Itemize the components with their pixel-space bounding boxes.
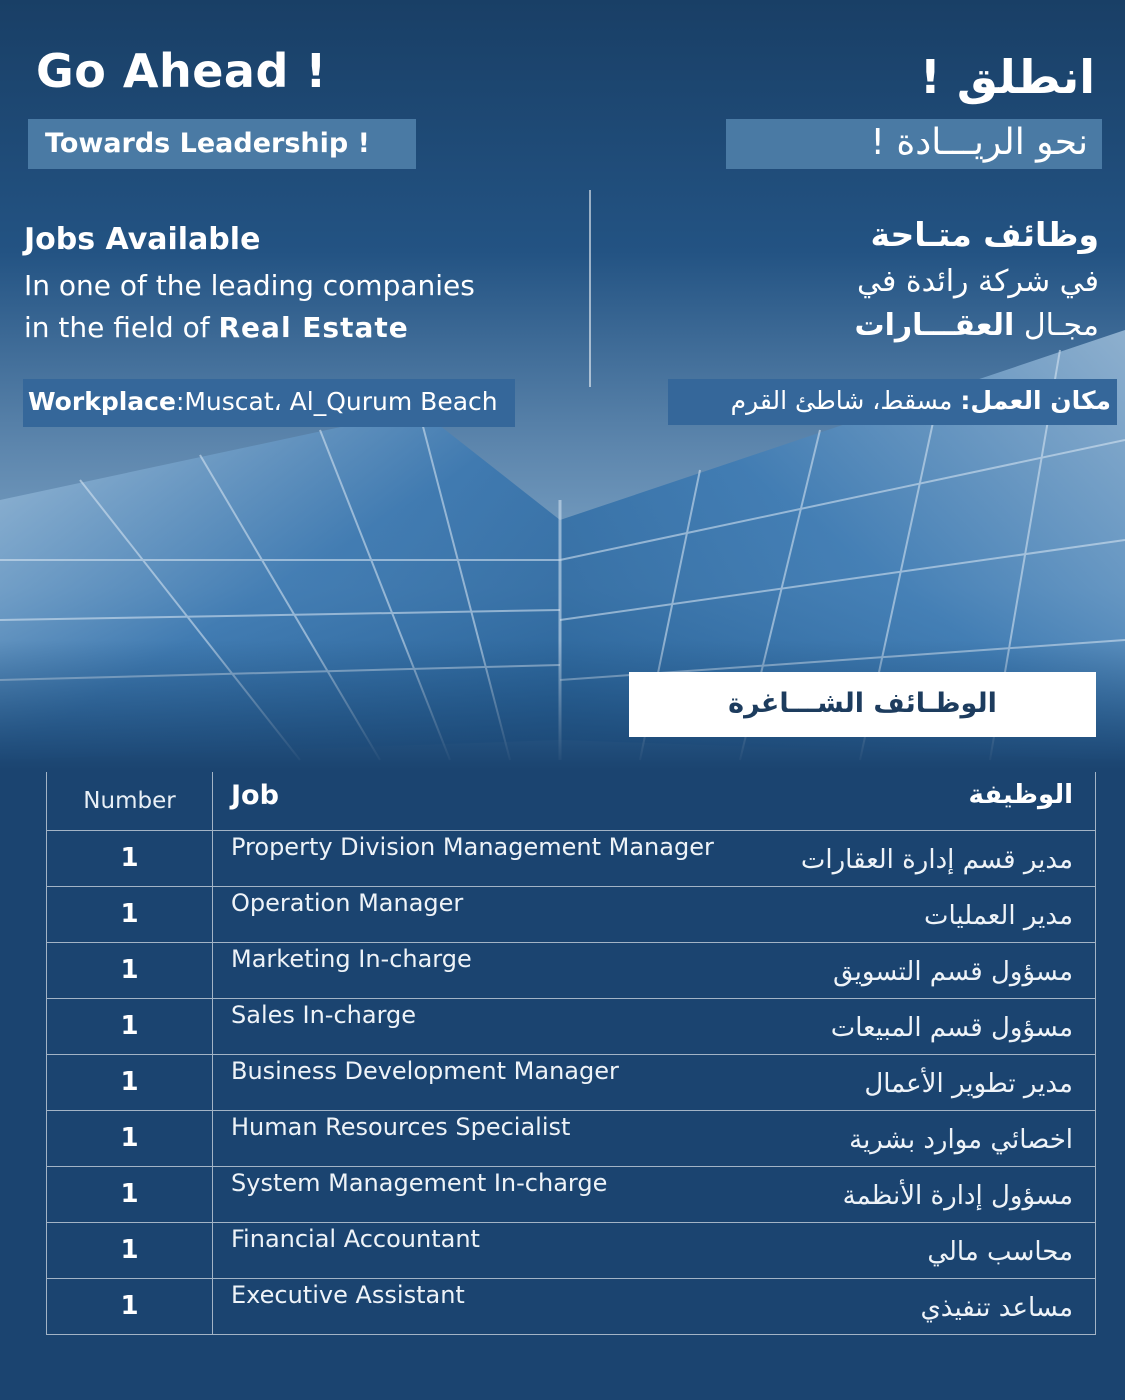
- number-cell: [47, 998, 213, 1054]
- table-row: [47, 998, 1096, 1054]
- job-title-ar: اخصائي موارد بشرية: [849, 1124, 1073, 1155]
- intro-ar-line2: [619, 304, 1099, 348]
- job-title-en: Property Division Management Manager: [231, 832, 714, 861]
- intro-en-line1: In one of the leading companies: [24, 269, 475, 302]
- number-cell: [47, 1054, 213, 1110]
- title-ar: انطلق !: [919, 50, 1095, 104]
- intro-en-line2: [24, 307, 564, 349]
- job-count: 1: [120, 899, 139, 929]
- intro-ar: [619, 215, 1099, 348]
- workplace-en: [23, 379, 515, 427]
- jobs-table: [46, 772, 1096, 1335]
- job-title-en: Financial Accountant: [231, 1224, 480, 1253]
- job-title-ar: مسؤول إدارة الأنظمة: [842, 1180, 1073, 1211]
- job-title-ar: مدير العمليات: [924, 900, 1073, 931]
- table-row: [47, 1054, 1096, 1110]
- number-cell: [47, 1166, 213, 1222]
- job-cell: [213, 942, 1096, 998]
- job-title-ar: مدير قسم إدارة العقارات: [800, 844, 1073, 875]
- job-title-en: Sales In-charge: [231, 1000, 417, 1029]
- table-row: [47, 1278, 1096, 1334]
- job-title-ar: مسؤول قسم التسويق: [833, 956, 1073, 987]
- job-cell: [213, 1222, 1096, 1278]
- job-cell: [213, 1110, 1096, 1166]
- number-cell: [47, 942, 213, 998]
- job-title-ar: مدير تطوير الأعمال: [864, 1068, 1073, 1099]
- job-title-en: Human Resources Specialist: [231, 1112, 571, 1141]
- job-count: 1: [120, 1067, 139, 1097]
- intro-ar-line2-bold: العقـــارات: [854, 308, 1015, 343]
- job-count: 1: [120, 1179, 139, 1209]
- number-cell: [47, 830, 213, 886]
- intro-ar-line2-prefix: مجـال: [1023, 308, 1099, 343]
- subtitle-en: Towards Leadership !: [28, 119, 416, 169]
- job-title-en: Business Development Manager: [231, 1056, 619, 1085]
- job-title-en: Operation Manager: [231, 888, 464, 917]
- job-count: 1: [120, 1291, 139, 1321]
- header-number: Number: [83, 787, 176, 814]
- table-row: [47, 830, 1096, 886]
- table-row: [47, 1166, 1096, 1222]
- job-count: 1: [120, 1011, 139, 1041]
- table-row: [47, 1110, 1096, 1166]
- header-job-cell: [213, 772, 1096, 830]
- job-count: 1: [120, 1235, 139, 1265]
- job-title-en: System Management In-charge: [231, 1168, 608, 1197]
- number-cell: [47, 1278, 213, 1334]
- intro-ar-line1: في شركة رائدة في: [857, 264, 1099, 299]
- number-cell: [47, 1110, 213, 1166]
- workplace-ar: [668, 379, 1117, 425]
- job-title-ar: مساعد تنفيذي: [920, 1292, 1073, 1323]
- number-cell: [47, 886, 213, 942]
- job-cell: [213, 998, 1096, 1054]
- job-title-en: Marketing In-charge: [231, 944, 472, 973]
- jobs-available-heading: Jobs Available: [24, 222, 261, 257]
- workplace-en-value: :Muscat، Al_Qurum Beach: [175, 387, 498, 416]
- job-count: 1: [120, 843, 139, 873]
- vacancies-heading: الوظـائف الشـــاغرة: [629, 672, 1096, 737]
- workplace-ar-value: مسقط، شاطئ القرم: [730, 386, 953, 415]
- job-count: 1: [120, 1123, 139, 1153]
- table-row: [47, 886, 1096, 942]
- workplace-ar-label: مكان العمل:: [960, 386, 1111, 415]
- title-en: Go Ahead !: [36, 44, 327, 98]
- header-job: Job: [231, 780, 279, 811]
- job-cell: [213, 886, 1096, 942]
- job-title-ar: مسؤول قسم المبيعات: [830, 1012, 1073, 1043]
- intro-en-line2-bold: Real Estate: [218, 311, 409, 344]
- job-cell: [213, 830, 1096, 886]
- number-cell: [47, 1222, 213, 1278]
- vertical-divider: [589, 190, 591, 387]
- table-row: [47, 1222, 1096, 1278]
- job-count: 1: [120, 955, 139, 985]
- job-cell: [213, 1054, 1096, 1110]
- job-cell: [213, 1166, 1096, 1222]
- job-title-ar: محاسب مالي: [927, 1236, 1073, 1267]
- job-title-en: Executive Assistant: [231, 1280, 465, 1309]
- table-row: [47, 942, 1096, 998]
- workplace-en-label: Workplace: [28, 387, 176, 416]
- subtitle-ar: نحو الريـــادة !: [726, 119, 1102, 169]
- intro-en-line2-prefix: in the field of: [24, 311, 210, 344]
- header-job-ar: الوظيفة: [968, 780, 1073, 810]
- job-cell: [213, 1278, 1096, 1334]
- jobs-available-heading-ar: وظائف متـاحة: [870, 215, 1099, 254]
- intro-en: [24, 222, 564, 349]
- table-header-row: [47, 772, 1096, 830]
- header-number-cell: [47, 772, 213, 830]
